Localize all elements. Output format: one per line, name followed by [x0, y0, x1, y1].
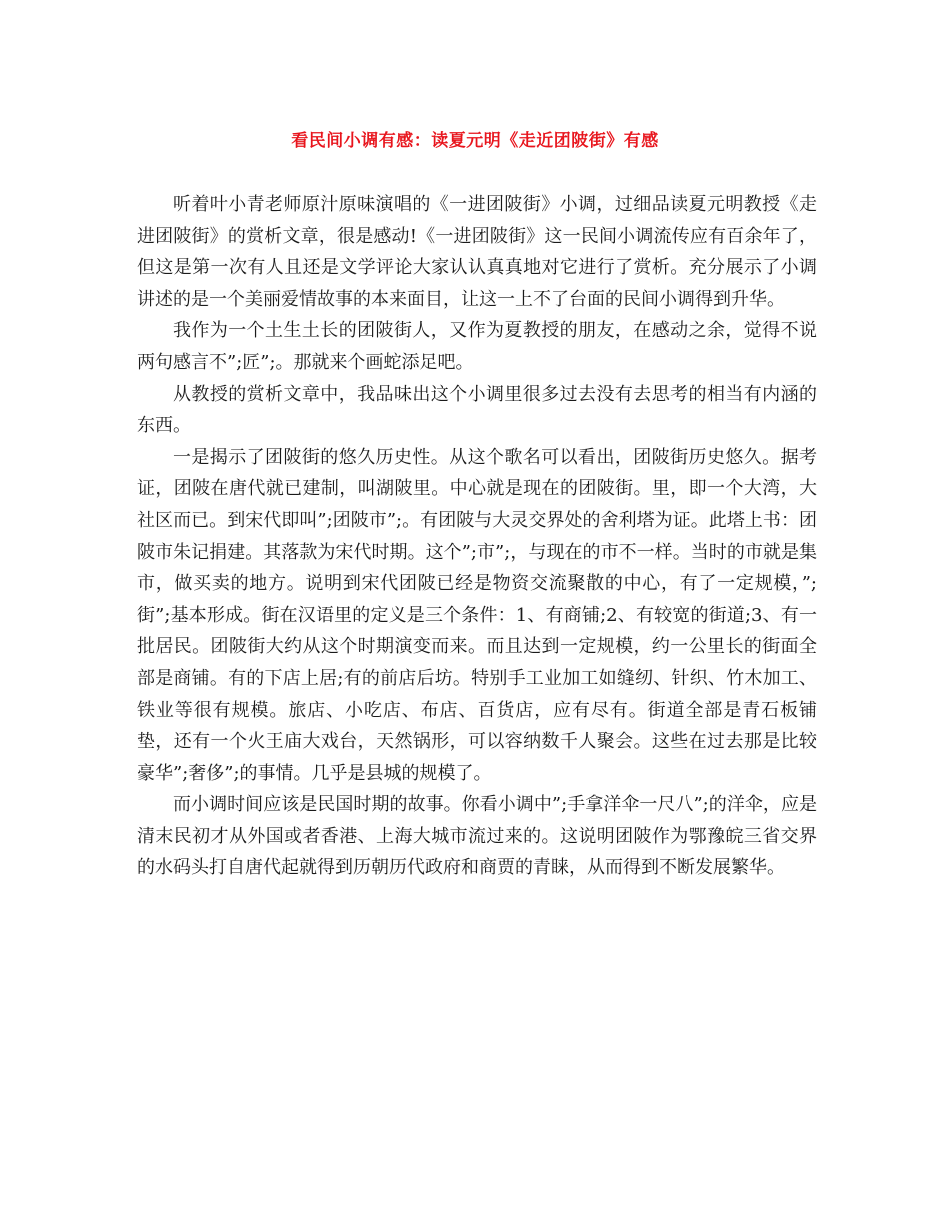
paragraph-1: 听着叶小青老师原汁原味演唱的《一进团陂街》小调，过细品读夏元明教授《走进团陂街》的赏析文章，很是感动!《一进团陂街》这一民间小调流传应有百余年了，但这是第一次有人且还是文学评论大家认认真真地对它进行了赏析。充分展示了小调讲述的是一个美丽爱情故事的本来面目，让这一上不了台面的民间小调得到升华。 [137, 194, 817, 310]
paragraph-5: 而小调时间应该是民国时期的故事。你看小调中”;手拿洋伞一尺八”;的洋伞，应是清末民初才从外国或者香港、上海大城市流过来的。这说明团陂作为鄂豫皖三省交界的水码头打自唐代起就得到历朝历代政府和商贾的青睐，从而得到不断发展繁华。 [137, 794, 817, 879]
paragraph-2: 我作为一个土生土长的团陂街人，又作为夏教授的朋友，在感动之余，觉得不说两句感言不”;匠”;。那就来个画蛇添足吧。 [137, 320, 817, 373]
paragraph-3: 从教授的赏析文章中，我品味出这个小调里很多过去没有去思考的相当有内涵的东西。 [137, 383, 817, 437]
document-body [137, 189, 817, 884]
document-title: 看民间小调有感：读夏元明《走近团陂街》有感 [291, 131, 659, 151]
paragraph-4: 一是揭示了团陂街的悠久历史性。从这个歌名可以看出，团陂街历史悠久。据考证，团陂在唐代就已建制，叫湖陂里。中心就是现在的团陂街。里，即一个大湾，大社区而已。到宋代即叫”;团陂市”;。有团陂与大灵交界处的舍利塔为证。此塔上书：团陂市朱记捐建。其落款为宋代时期。这个”;市”;，与现在的市不一样。当时的市就是集市，做买卖的地方。说明到宋代团陂已经是物资交流聚散的中心，有了一定规模，”;街”;基本形成。街在汉语里的定义是三个条件：1、有商铺;2、有较宽的街道;3、有一批居民。团陂街大约从这个时期演变而来。而且达到一定规模，约一公里长的街面全部是商铺。有的下店上居;有的前店后坊。特别手工业加工如缝纫、针织、竹木加工、铁业等很有规模。旅店、小吃店、布店、百货店，应有尽有。街道全部是青石板铺垫，还有一个火王庙大戏台，天然锅形，可以容纳数千人聚会。这些在过去那是比较豪华”;奢侈”;的事情。几乎是县城的规模了。 [137, 446, 817, 784]
